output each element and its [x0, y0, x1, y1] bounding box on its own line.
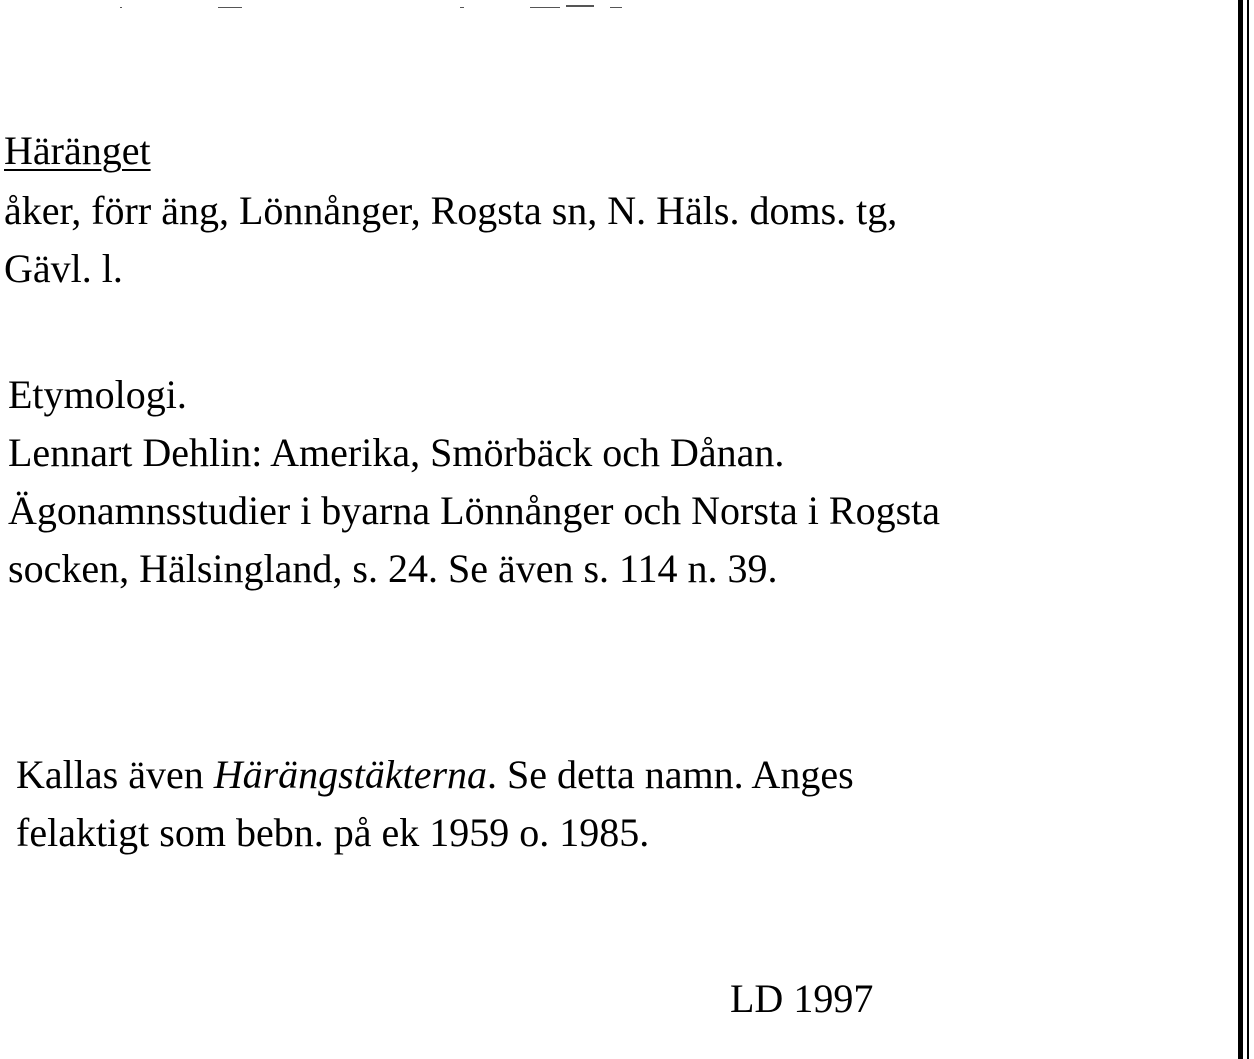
etymology-line-2: Ägonamnsstudier i byarna Lönnånger och Norsta i Rogsta [8, 488, 941, 533]
scan-speck [610, 7, 622, 8]
location-line-1: åker, förr äng, Lönnånger, Rogsta sn, N. Häls. doms. tg, [4, 188, 898, 233]
scan-speck [566, 5, 594, 7]
scan-speck [460, 7, 464, 8]
etymology-heading: Etymologi. [8, 372, 187, 417]
scan-speck [530, 7, 560, 8]
scan-artifacts [100, 4, 640, 12]
note-line-1-prefix: Kallas även [16, 752, 214, 797]
scan-speck [218, 7, 242, 8]
etymology-line-3: socken, Hälsingland, s. 24. Se även s. 114 n. 39. [8, 546, 778, 591]
etymology-section [8, 366, 940, 598]
location-line-2: Gävl. l. [4, 246, 123, 291]
note-line-1 [16, 746, 854, 804]
scan-edge-border [1238, 0, 1243, 1059]
author-signature: LD 1997 [730, 976, 874, 1021]
scan-speck [120, 7, 122, 8]
etymology-line-1: Lennart Dehlin: Amerika, Smörbäck och Dånan. [8, 430, 785, 475]
entry-headword: Häränget [4, 128, 151, 173]
note-line-1-suffix: . Se detta namn. Anges [487, 752, 854, 797]
note-line-2: felaktigt som bebn. på ek 1959 o. 1985. [16, 810, 650, 855]
scan-edge-border-thin [1247, 0, 1249, 1059]
note-italic-name: Härängstäkterna [213, 752, 488, 797]
entry-location [4, 182, 897, 298]
note-section [16, 746, 854, 862]
